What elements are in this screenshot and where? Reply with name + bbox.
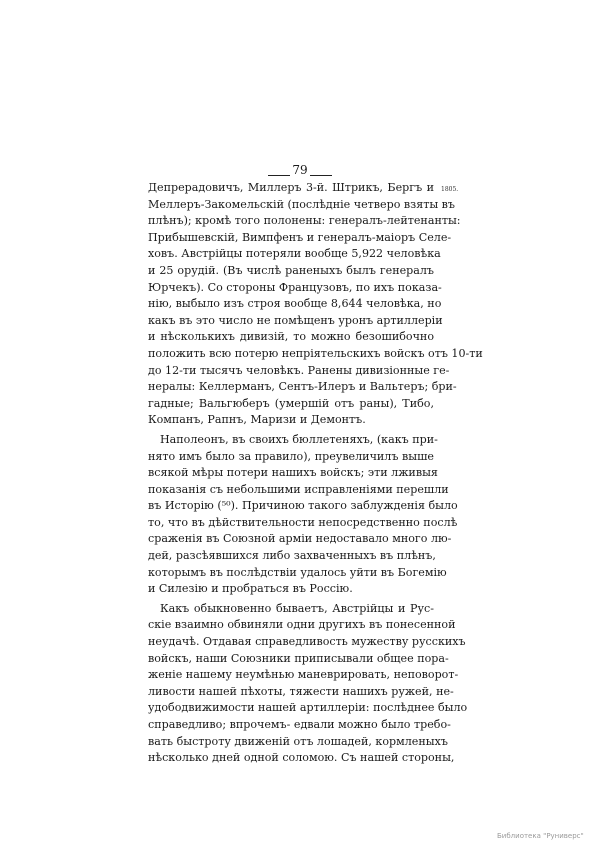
text-line: справедливо; впрочемъ- едвали можно было требо- [148, 718, 451, 731]
text-line: гадные; Вальгюберъ (умершій отъ раны), Тибо, [148, 396, 434, 410]
text-line: женіе нашему неумѣнью маневрировать, неповорот- [148, 668, 459, 682]
text-line: вать быстроту движеній отъ лошадей, кормленыхъ [148, 734, 448, 748]
text-line: Юрчекъ). Со стороны Французовъ, по ихъ показа- [148, 280, 442, 294]
text-line: нѣсколько дней одной соломою. Съ нашей стороны, [148, 751, 455, 765]
text-line: скіе взаимно обвиняли одни другихъ въ понесенной [148, 618, 456, 632]
text-line: положить всю потерю непріятельскихъ войскъ отъ 10-ти [148, 346, 483, 360]
text-line: нію, выбыло изъ строя вообще 8,644 человѣка, но [148, 297, 442, 311]
text-line: и 25 орудій. (Въ числѣ раненыхъ былъ генералъ [148, 263, 434, 277]
text-line: до 12-ти тысячъ человѣкъ. Ранены дивизіонные ге- [148, 363, 450, 377]
text-line: Прибышевскій, Вимпфенъ и генералъ-маіоръ Селе- [148, 230, 452, 244]
text-line: то, что въ дѣйствительности непосредственно послѣ [148, 515, 458, 529]
text-line: которымъ въ послѣдствіи удалось уйти въ Богемію [148, 565, 447, 579]
margin-year-note: 1805. [441, 186, 459, 193]
text-line: удободвижимости нашей артиллеріи: послѣднее было [148, 701, 468, 715]
library-watermark: Библиотека "Руниверс" [497, 832, 584, 840]
text-line: и нѣсколькихъ дивизій, то можно безошибочно [148, 330, 434, 344]
text-line: Компанъ, Рапнъ, Маризи и Демонтъ. [148, 413, 366, 427]
page-number: 79 [292, 163, 308, 177]
text-line: показанія съ небольшими исправленіями перешли [148, 482, 449, 496]
page-number-container [0, 159, 600, 178]
text-line: войскъ, наши Союзники приписывали общее пора- [148, 651, 449, 665]
paragraph [148, 601, 468, 767]
text-line: плѣнъ); кромѣ того полонены: генералъ-лейтенанты: [148, 214, 461, 228]
text-line: нералы: Келлерманъ, Сентъ-Илеръ и Вальтеръ; бри- [148, 380, 457, 394]
text-line: Депрерадовичъ, Миллеръ 3-й. Штрикъ, Бергъ и [148, 181, 434, 194]
text-line: сраженія въ Союзной арміи недоставало много лю- [148, 532, 452, 546]
paragraph [148, 432, 458, 598]
text-line: нято имъ было за правило), преувеличилъ выше [148, 449, 434, 463]
text-line: Меллеръ-Закомельскій (послѣдніе четверо взяты въ [148, 197, 455, 211]
text-line: Наполеонъ, въ своихъ бюллетеняхъ, (какъ при- [160, 432, 438, 446]
text-line: и Силезію и пробраться въ Россію. [148, 582, 353, 596]
text-line: дей, разсѣявшихся либо захваченныхъ въ плѣнъ, [148, 549, 436, 563]
text-line: ливости нашей пѣхоты, тяжести нашихъ ружей, не- [148, 684, 454, 698]
text-line: въ Исторію (⁵⁰). Причиною такого заблужденія было [148, 499, 458, 513]
text-line: ховъ. Австрійцы потеряли вообще 5,922 человѣка [148, 247, 441, 261]
text-line: всякой мѣры потери нашихъ войскъ; эти лживыя [148, 466, 438, 480]
text-line: неудачѣ. Отдавая справедливость мужеству русскихъ [148, 635, 466, 649]
text-line: какъ въ это число не помѣщенъ уронъ артиллеріи [148, 313, 443, 327]
text-line: Какъ обыкновенно бываетъ, Австрійцы и Рус- [160, 601, 434, 615]
